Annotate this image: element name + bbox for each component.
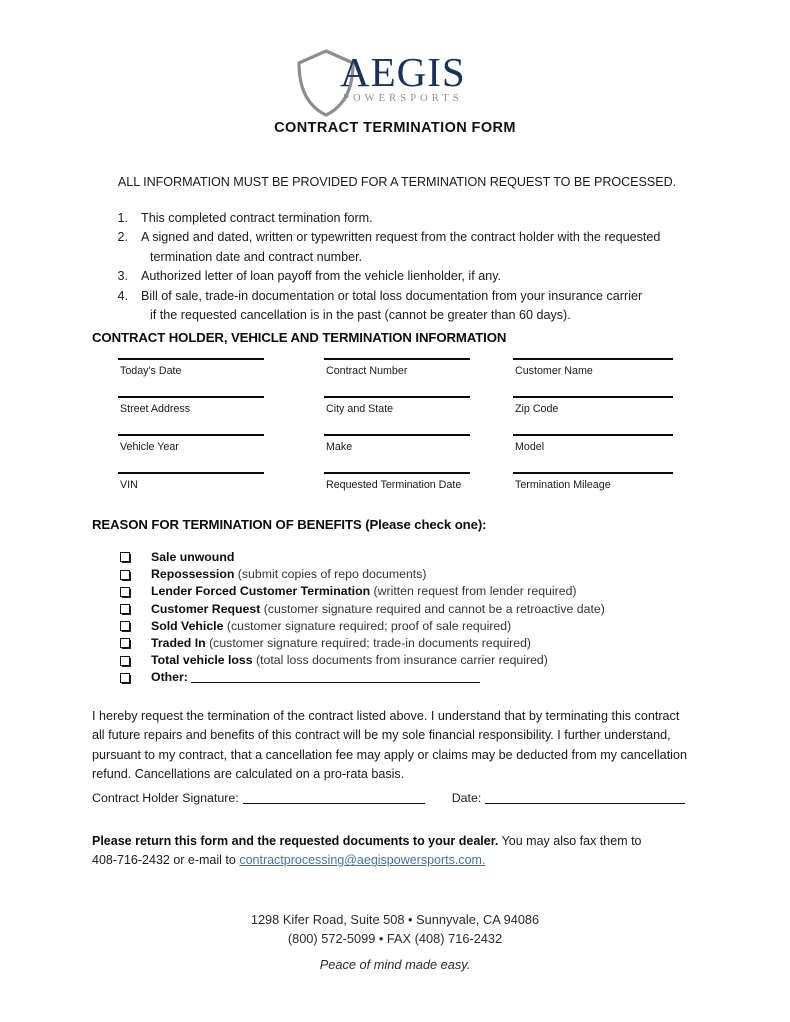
field-row (92, 396, 702, 434)
page-title: CONTRACT TERMINATION FORM (274, 120, 516, 136)
list-item (110, 228, 710, 267)
field-row (92, 434, 702, 472)
field-row (92, 472, 702, 510)
checkbox-row-customer-request[interactable] (120, 601, 700, 618)
field-city-and-state[interactable] (324, 396, 470, 416)
field-label: VIN (120, 479, 138, 491)
checkbox-label: Traded In (151, 635, 206, 650)
list-item-text-cont: termination date and contract number. (150, 249, 363, 264)
checkbox-note: (written request from lender required) (370, 584, 577, 599)
field-label: Model (515, 441, 545, 453)
list-item-text: A signed and dated, written or typewritten request from the contract holder with the requested (141, 230, 661, 245)
list-item-text-cont: if the requested cancellation is in the past (cannot be greater than 60 days). (150, 308, 571, 323)
return-instructions (92, 832, 692, 871)
checkbox-icon[interactable] (120, 604, 130, 614)
checkbox-row-other[interactable] (120, 669, 700, 686)
list-item-text: Bill of sale, trade-in documentation or total loss documentation from your insurance carrier (141, 288, 643, 303)
field-termination-mileage[interactable] (513, 472, 673, 492)
checkbox-row-traded-in[interactable] (120, 635, 700, 652)
checkbox-label: Customer Request (151, 601, 261, 616)
field-vehicle-year[interactable] (118, 434, 264, 454)
checkbox-row-lender-forced-customer-termination[interactable] (120, 583, 700, 600)
checkbox-row-total-vehicle-loss[interactable] (120, 652, 700, 669)
field-label: Zip Code (515, 403, 559, 415)
other-input-line[interactable] (191, 672, 480, 683)
list-item (110, 267, 710, 286)
checkbox-note: (total loss documents from insurance carrier required) (252, 653, 548, 668)
footer-address: 1298 Kifer Road, Suite 508 • Sunnyvale, CA 94086 (250, 912, 540, 927)
brand-subtitle: POWERSPORTS (343, 93, 463, 104)
field-label: Make (326, 441, 353, 453)
date-label: Date: (451, 791, 482, 805)
field-vin[interactable] (118, 472, 264, 492)
checkbox-note: (customer signature required and cannot be a retroactive date) (260, 601, 605, 616)
checkbox-icon[interactable] (120, 570, 130, 580)
footer-contact (0, 910, 790, 948)
checkbox-label: Repossession (151, 567, 235, 582)
field-label: Requested Termination Date (326, 479, 462, 491)
field-label: City and State (326, 403, 394, 415)
checkbox-row-repossession[interactable] (120, 566, 700, 583)
email-link[interactable]: contractprocessing@aegispowersports.com. (239, 853, 486, 868)
section-heading-reason: REASON FOR TERMINATION OF BENEFITS (Please check one): (92, 517, 487, 532)
checkbox-icon[interactable] (120, 638, 130, 648)
fax-line-prefix: 408-716-2432 or e-mail to (92, 853, 240, 868)
checkbox-label: Other: (151, 670, 188, 685)
footer-tagline: Peace of mind made easy. (319, 957, 471, 972)
field-row (92, 358, 702, 396)
checkbox-label: Lender Forced Customer Termination (151, 584, 371, 599)
field-customer-name[interactable] (513, 358, 673, 378)
signature-label: Contract Holder Signature: (92, 791, 239, 805)
field-contract-number[interactable] (324, 358, 470, 378)
list-item-number: 3. (117, 269, 128, 284)
section-heading-info: CONTRACT HOLDER, VEHICLE AND TERMINATION INFORMATION (92, 330, 507, 345)
form-fields-grid (92, 358, 702, 510)
field-todays-date[interactable] (118, 358, 264, 378)
field-requested-termination-date[interactable] (324, 472, 470, 492)
field-label: Termination Mileage (515, 479, 611, 491)
checkbox-icon[interactable] (120, 587, 130, 597)
checkbox-label: Sale unwound (151, 550, 235, 564)
wordmark (340, 50, 500, 105)
checkbox-label: Sold Vehicle (151, 618, 224, 633)
signature-row (92, 791, 702, 805)
checkbox-row-sale-unwound[interactable] (120, 549, 700, 566)
intro-statement: ALL INFORMATION MUST BE PROVIDED FOR A TERMINATION REQUEST TO BE PROCESSED. (117, 175, 677, 189)
checkbox-icon[interactable] (120, 552, 130, 562)
agreement-paragraph: I hereby request the termination of the contract listed above. I understand that by terminating this contract all future repairs and benefits of this contract will be my sole financial responsibility. I further understand, pursuant to my contract, that a cancellation fee may apply or claims may be deducted from my cancellation refund. Cancellations are calculated on a pro-rata basis. (92, 709, 687, 781)
field-label: Street Address (120, 403, 191, 415)
checkbox-icon[interactable] (120, 673, 130, 683)
checkbox-note: (customer signature required; trade-in documents required) (205, 635, 532, 650)
brand-logo (0, 44, 790, 120)
return-instruction-rest: You may also fax them to (498, 834, 642, 848)
requirements-list (110, 209, 710, 325)
checkbox-label: Total vehicle loss (151, 653, 253, 668)
field-label: Customer Name (515, 365, 593, 377)
checkbox-icon[interactable] (120, 656, 130, 666)
field-model[interactable] (513, 434, 673, 454)
list-item-text: Authorized letter of loan payoff from the vehicle lienholder, if any. (141, 269, 502, 284)
field-zip-code[interactable] (513, 396, 673, 416)
field-label: Today's Date (120, 365, 182, 377)
list-item-text: This completed contract termination form. (141, 211, 373, 225)
list-item (110, 287, 710, 326)
checkbox-note: (submit copies of repo documents) (234, 567, 427, 582)
checkbox-icon[interactable] (120, 621, 130, 631)
checkbox-row-sold-vehicle[interactable] (120, 618, 700, 635)
list-item-number: 1. (117, 211, 128, 225)
signature-input-line[interactable] (243, 792, 425, 804)
brand-name: AEGIS (340, 49, 466, 95)
return-instruction-bold: Please return this form and the requested documents to your dealer. (92, 834, 499, 848)
field-label: Vehicle Year (120, 441, 179, 453)
reason-checkbox-list (120, 549, 700, 687)
field-make[interactable] (324, 434, 470, 454)
list-item-number: 2. (117, 230, 128, 245)
checkbox-note: (customer signature required; proof of sale required) (223, 618, 512, 633)
field-street-address[interactable] (118, 396, 264, 416)
list-item (110, 209, 710, 228)
field-label: Contract Number (326, 365, 408, 377)
date-input-line[interactable] (485, 792, 685, 804)
footer-phone: (800) 572-5099 • FAX (408) 716-2432 (287, 931, 503, 946)
list-item-number: 4. (117, 288, 128, 303)
